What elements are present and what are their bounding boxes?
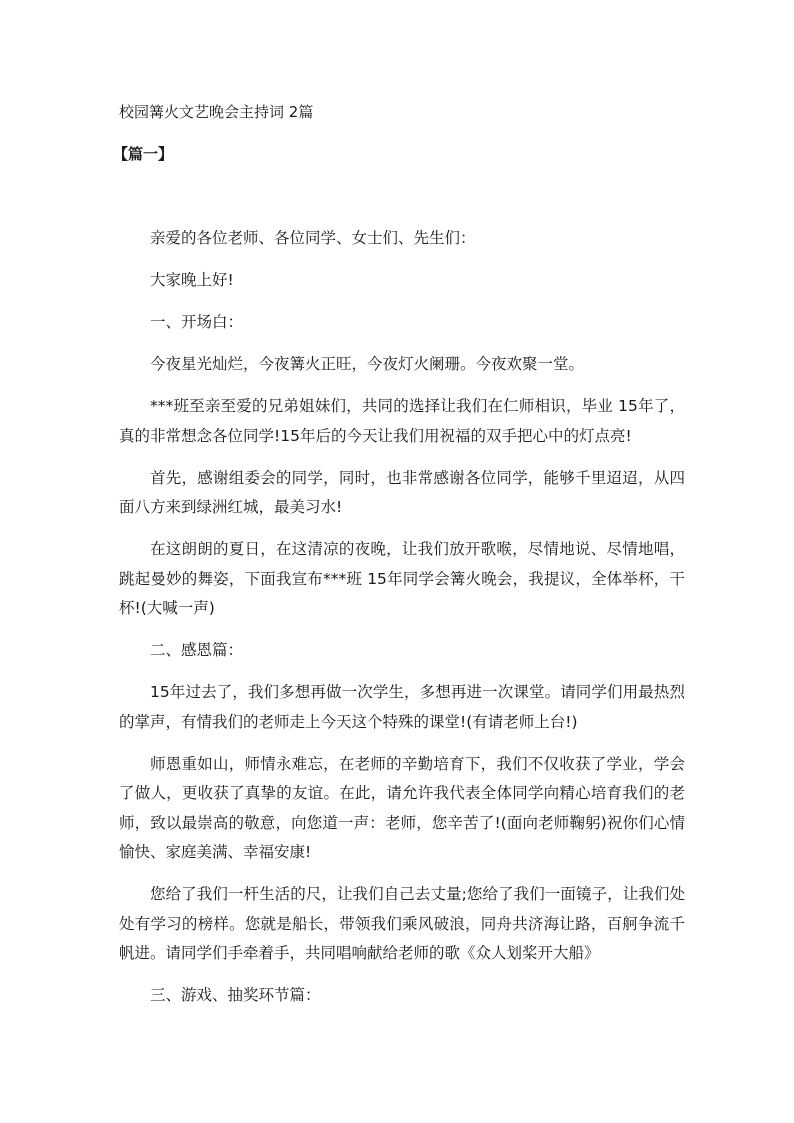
paragraph-gratitude-heading: 二、感恩篇： [150, 641, 244, 659]
paragraph-opening-heading: 一、开场白： [150, 313, 244, 331]
paragraph-announcement: 在这朗朗的夏日，在这清凉的夜晚，让我们放开歌喉，尽情地说、尽情地唱，跳起曼妙的舞姿，下面我宣布***班 15年同学会篝火晚会，我提议，全体举杯，干杯!(大喊一声) [119, 540, 685, 617]
paragraph-greeting: 亲爱的各位老师、各位同学、女士们、先生们： [150, 229, 476, 247]
paragraph-classmates: ***班至亲至爱的兄弟姐妹们，共同的选择让我们在仁师相识，毕业 15年了，真的非常想念各位同学!15年后的今天让我们用祝福的双手把心中的灯点亮! [119, 397, 685, 445]
paragraph-games-heading: 三、游戏、抽奖环节篇： [150, 986, 321, 1004]
paragraph-teacher-grace: 师恩重如山，师情永难忘，在老师的辛勤培育下，我们不仅收获了学业，学会了做人，更收获了真挚的友谊。在此，请允许我代表全体同学向精心培育我们的老师，致以最崇高的敬意，向您道一声：老师，您辛苦了!(面向老师鞠躬)祝你们心情愉快、家庭美满、幸福安康! [119, 754, 685, 861]
document-body [119, 224, 685, 1023]
paragraph-ruler-mirror: 您给了我们一杆生活的尺，让我们自己去丈量;您给了我们一面镜子，让我们处处有学习的榜样。您就是船长，带领我们乘风破浪，同舟共济海让路，百舸争流千帆进。请同学们手牵着手，共同唱响献给老师的歌《众人划桨开大船》 [119, 885, 685, 962]
paragraph-good-evening: 大家晚上好! [150, 271, 234, 289]
paragraph-opening-line: 今夜星光灿烂，今夜篝火正旺，今夜灯火阑珊。今夜欢聚一堂。 [150, 355, 585, 373]
paragraph-fifteen-years: 15年过去了，我们多想再做一次学生，多想再进一次课堂。请同学们用最热烈的掌声，有情我们的老师走上今天这个特殊的课堂!(有请老师上台!) [119, 683, 685, 731]
section-heading: 【篇一】 [113, 145, 174, 163]
document-title: 校园篝火文艺晚会主持词 2篇 [119, 103, 314, 121]
paragraph-thanks: 首先，感谢组委会的同学，同时，也非常感谢各位同学，能够千里迢迢，从四面八方来到绿洲红城，最美习水! [119, 468, 685, 516]
